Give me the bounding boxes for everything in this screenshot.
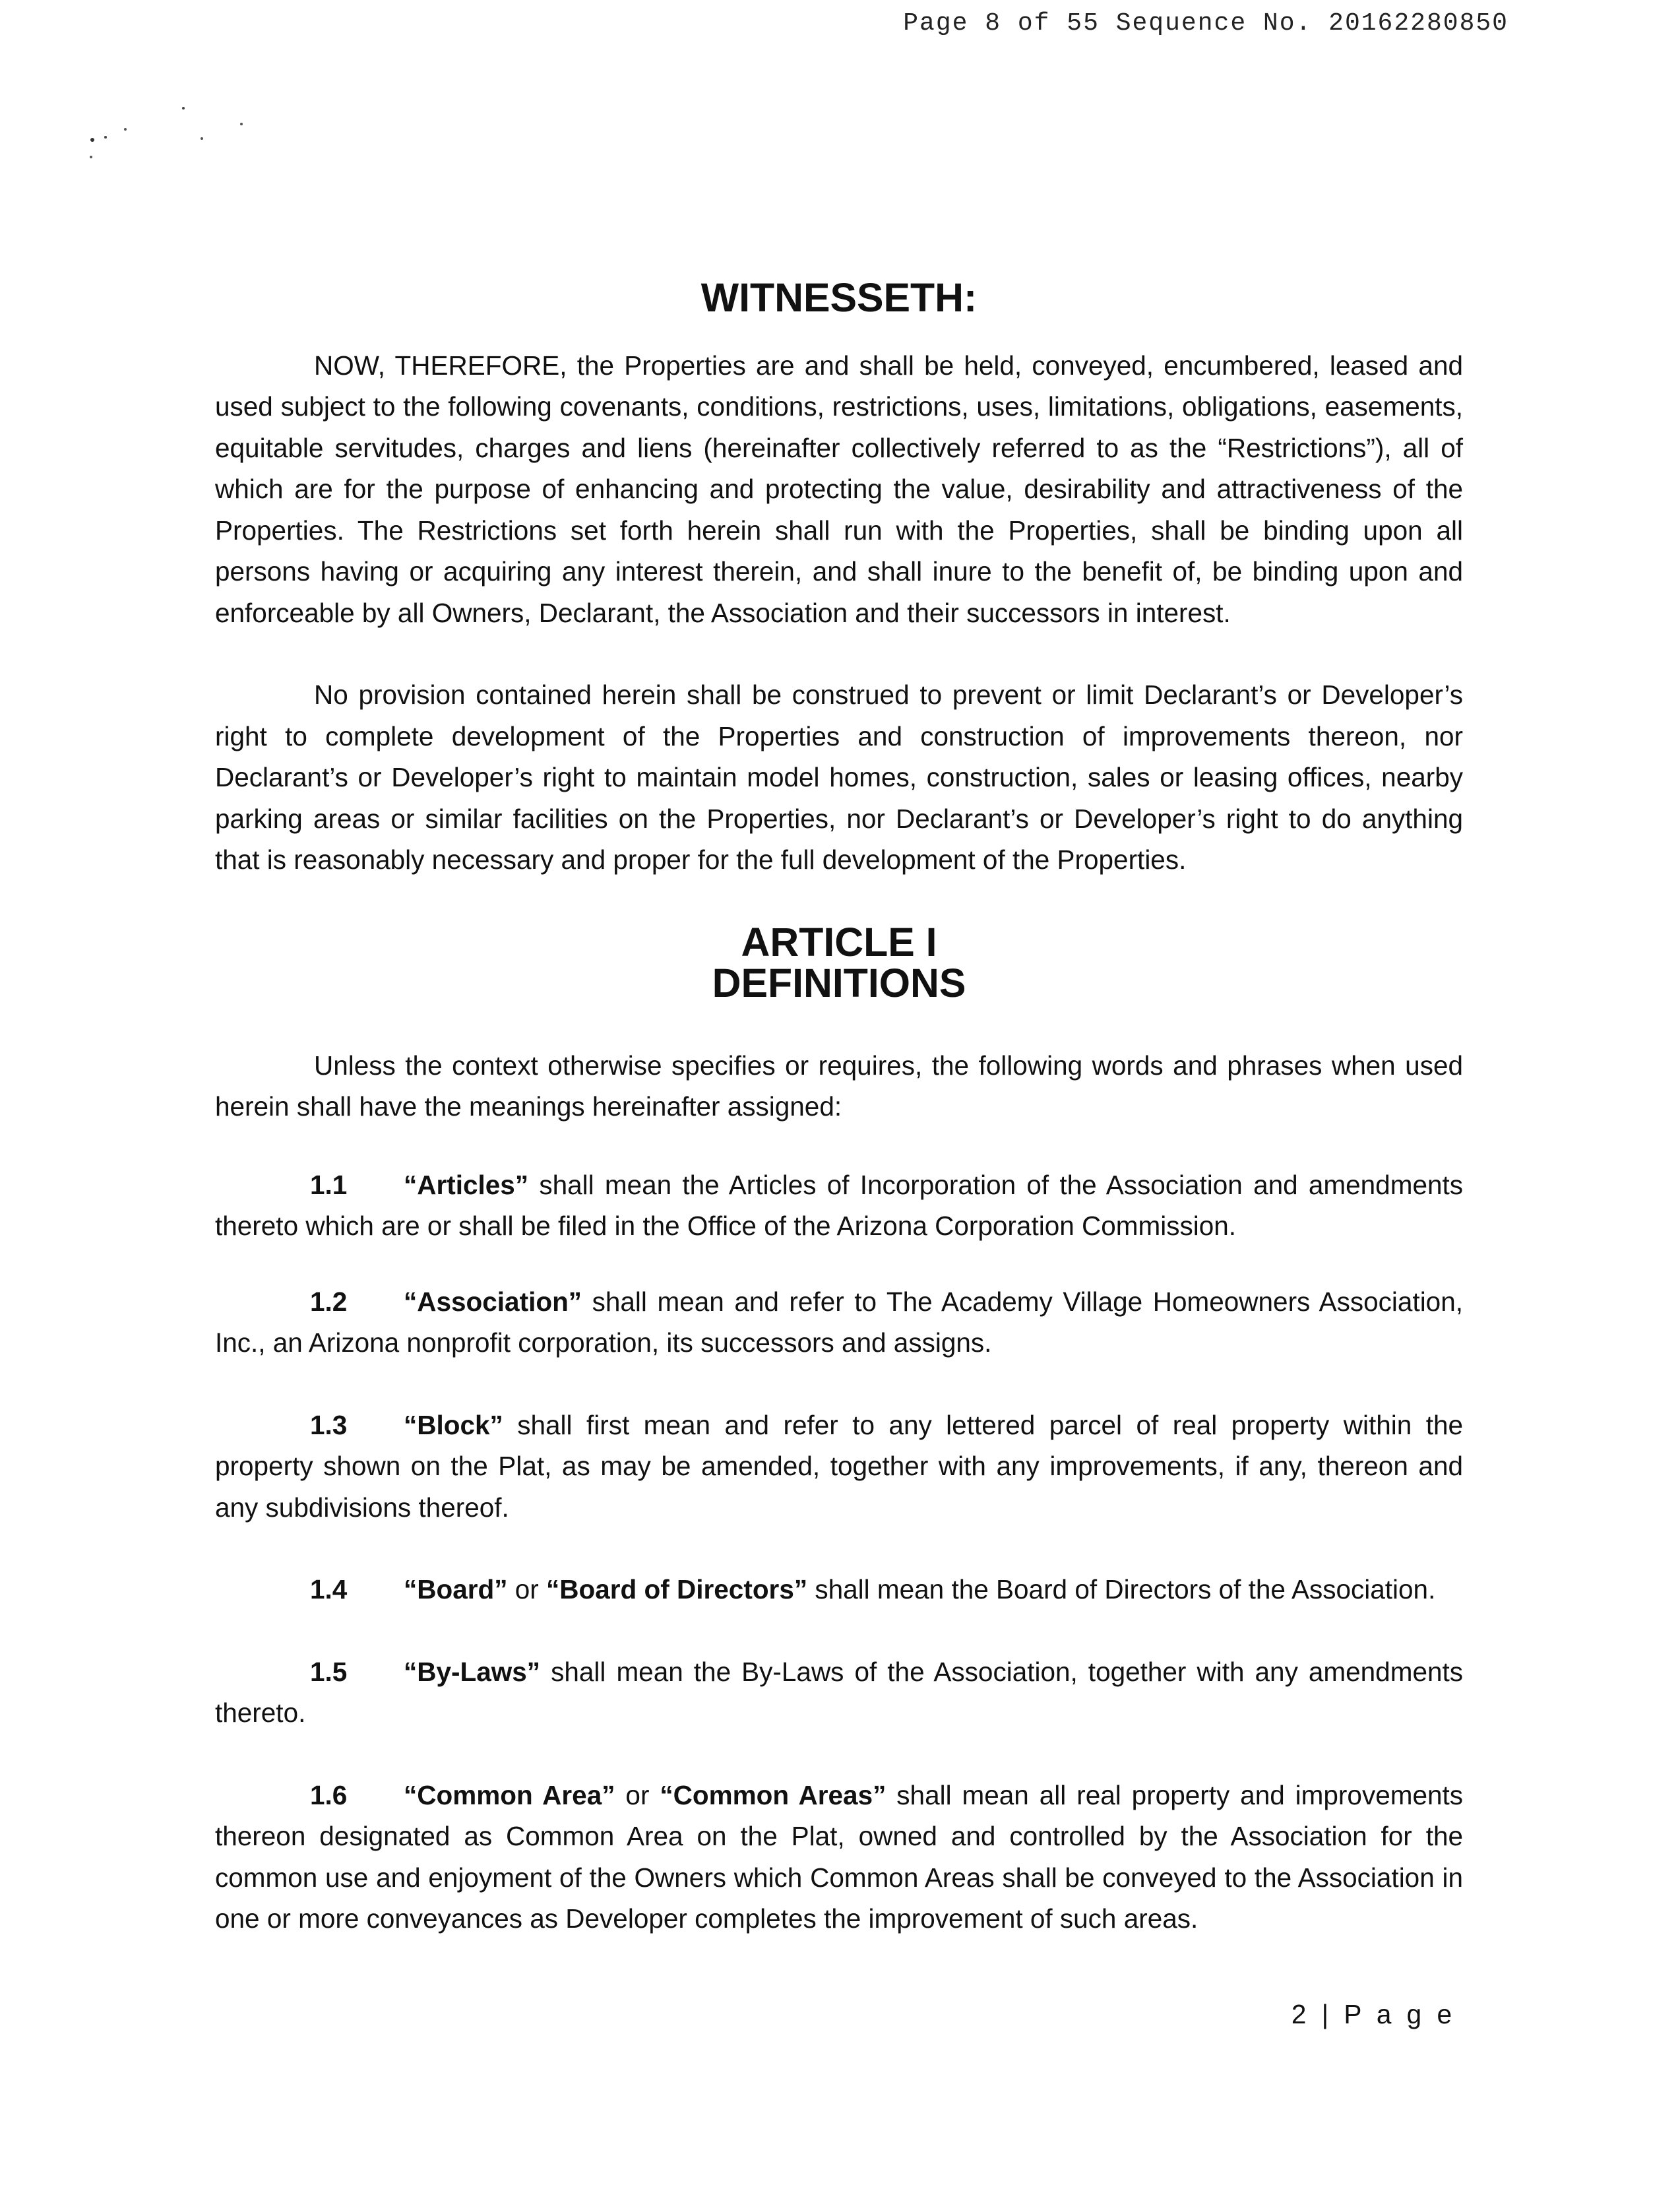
- document-body: [215, 277, 1463, 1940]
- witnesseth-paragraph-2: No provision contained herein shall be construed to prevent or limit Declarant’s or Developer’s right to complete development of the Properties and construction of improvements thereon, nor Declarant’s or Developer’s right to maintain model homes, construction, sales or leasing offices, nearby parking areas or similar facilities on the Properties, nor Declarant’s or Developer’s right to do anything that is reasonably necessary and proper for the full development of the Properties.: [215, 680, 1463, 875]
- speck: [201, 137, 203, 140]
- definition-term: “Board”: [404, 1574, 508, 1604]
- definition-1-3: [215, 1405, 1463, 1529]
- article-title: DEFINITIONS: [712, 961, 966, 1005]
- definition-text: shall mean the Board of Directors of the Association.: [807, 1574, 1436, 1604]
- definition-text: shall mean the By-Laws of the Association, together with any amendments thereto.: [215, 1656, 1463, 1728]
- definition-number: 1.6: [310, 1779, 348, 1810]
- definition-1-2: [215, 1281, 1463, 1364]
- definition-term: “Block”: [404, 1409, 503, 1440]
- definition-term: “Articles”: [404, 1169, 529, 1200]
- definition-term-alt: “Common Areas”: [660, 1779, 887, 1810]
- definition-1-1: [215, 1164, 1463, 1247]
- definition-number: 1.3: [310, 1409, 348, 1440]
- definition-text: shall mean the Articles of Incorporation of the Association and amendments thereto which are or shall be filed in the Office of the Arizona Corporation Commission.: [215, 1169, 1463, 1241]
- definition-term: “Common Area”: [404, 1779, 615, 1810]
- definition-term-alt: “Board of Directors”: [546, 1574, 808, 1604]
- definition-number: 1.1: [310, 1169, 348, 1200]
- witnesseth-heading: WITNESSETH:: [700, 275, 978, 320]
- scan-specks: [86, 99, 270, 165]
- speck: [240, 123, 243, 125]
- definition-number: 1.2: [310, 1286, 348, 1317]
- speck: [90, 156, 92, 158]
- page-number-footer: 2 | P a g e: [1291, 1999, 1456, 2029]
- definition-1-4: [215, 1569, 1463, 1610]
- definition-number: 1.4: [310, 1574, 348, 1604]
- definition-connector: or: [507, 1574, 547, 1604]
- definition-connector: or: [615, 1779, 660, 1810]
- witnesseth-paragraph-1: NOW, THEREFORE, the Properties are and shall be held, conveyed, encumbered, leased and used subject to the following covenants, conditions, restrictions, uses, limitations, obligations, easements, equitable servitudes, charges and liens (hereinafter collectively referred to as the “Restrictions”), all of which are for the purpose of enhancing and protecting the value, desirability and attractiveness of the Properties. The Restrictions set forth herein shall run with the Properties, shall be binding upon all persons having or acquiring any interest therein, and shall inure to the benefit of, be binding upon and enforceable by all Owners, Declarant, the Association and their successors in interest.: [215, 350, 1463, 628]
- definition-1-5: [215, 1651, 1463, 1734]
- definition-number: 1.5: [310, 1656, 348, 1687]
- speck: [104, 136, 107, 139]
- page-sequence-stamp: Page 8 of 55 Sequence No. 20162280850: [903, 9, 1509, 38]
- article-number: ARTICLE I: [741, 919, 937, 965]
- speck: [90, 138, 94, 142]
- definition-text: shall first mean and refer to any lettered parcel of real property within the property shown on the Plat, as may be amended, together with any improvements, if any, thereon and any subdivisions thereof.: [215, 1409, 1463, 1523]
- definition-term: “Association”: [404, 1286, 582, 1317]
- definition-text: shall mean and refer to The Academy Village Homeowners Association, Inc., an Arizona nonprofit corporation, its successors and assigns.: [215, 1286, 1463, 1358]
- speck: [124, 128, 127, 131]
- definitions-intro: Unless the context otherwise specifies or requires, the following words and phrases when used herein shall have the meanings hereinafter assigned:: [215, 1050, 1463, 1122]
- definition-text: shall mean all real property and improvements thereon designated as Common Area on the Plat, owned and controlled by the Association for the common use and enjoyment of the Owners which Common Areas shall be conveyed to the Association in one or more conveyances as Developer completes the improvement of such areas.: [215, 1779, 1463, 1934]
- speck: [182, 107, 185, 110]
- definition-1-6: [215, 1775, 1463, 1940]
- definition-term: “By-Laws”: [404, 1656, 541, 1687]
